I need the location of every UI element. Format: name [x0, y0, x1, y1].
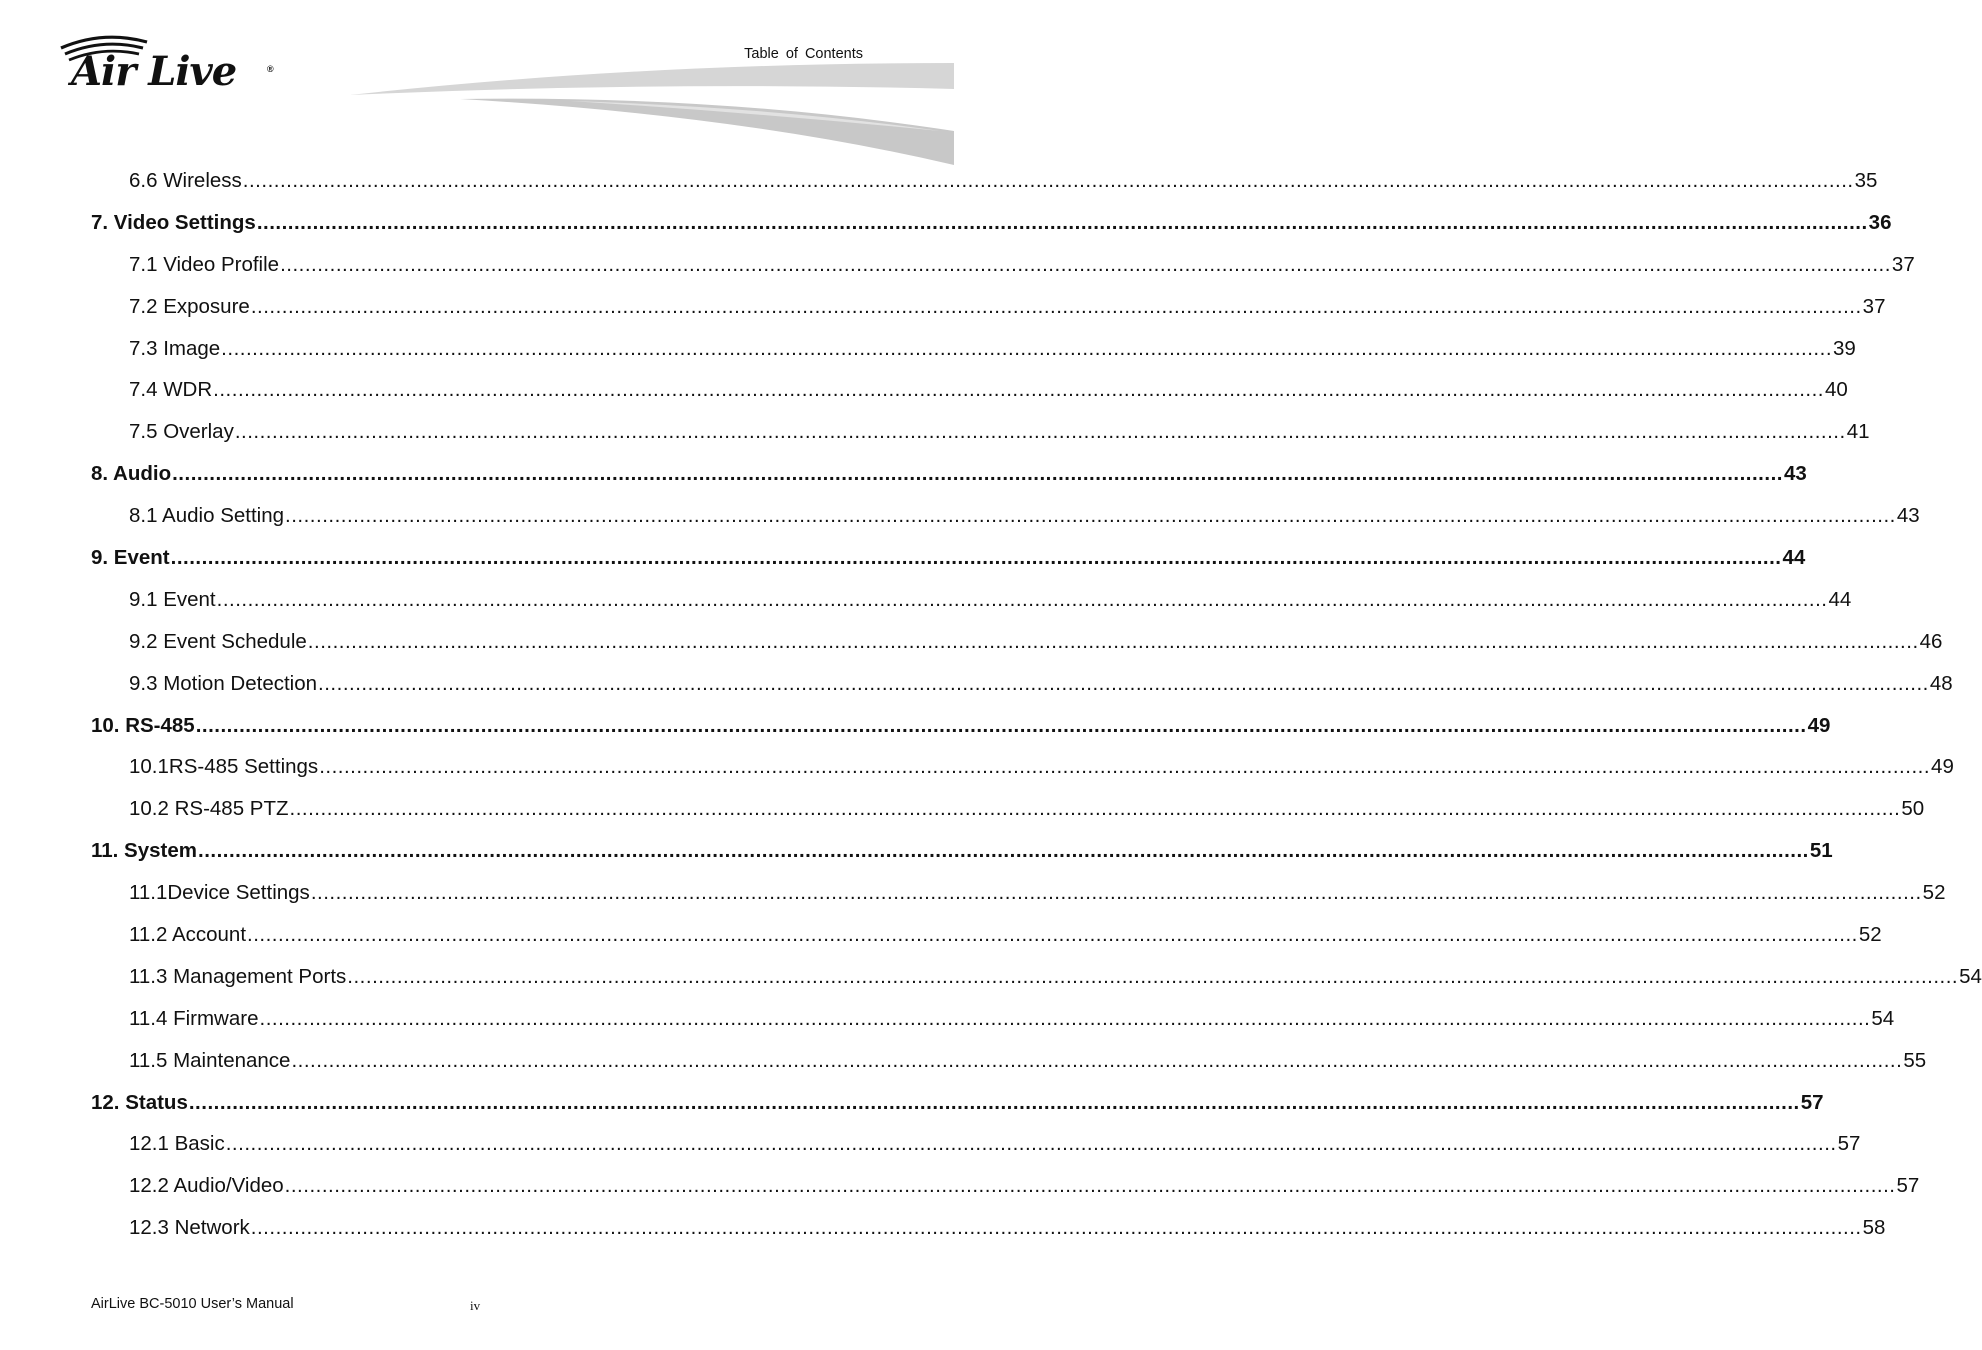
toc-section-entry[interactable] — [91, 369, 1848, 411]
header-swoosh-decoration — [340, 55, 954, 175]
toc-entry-page: 51 — [1809, 839, 1833, 863]
toc-entry-page: 50 — [1901, 797, 1925, 821]
toc-dot-leader: .................................................................................................................................................................................................................................................................... — [225, 1132, 1837, 1156]
toc-dot-leader: .................................................................................................................................................................................................................................................................... — [195, 713, 1807, 737]
toc-entry-title: 8. Audio — [91, 462, 172, 486]
toc-section-entry[interactable] — [91, 663, 1953, 705]
toc-entry-title: 11.5 Maintenance — [129, 1048, 291, 1072]
toc-dot-leader: .................................................................................................................................................................................................................................................................... — [318, 671, 1929, 695]
toc-entry-title: 7.4 WDR — [129, 378, 213, 402]
toc-entry-title: 12.2 Audio/Video — [129, 1174, 284, 1198]
toc-chapter-entry[interactable] — [91, 705, 1831, 747]
toc-dot-leader: .................................................................................................................................................................................................................................................................... — [234, 420, 1846, 444]
toc-dot-leader: .................................................................................................................................................................................................................................................................... — [259, 1006, 1871, 1030]
toc-dot-leader: .................................................................................................................................................................................................................................................................... — [347, 964, 1959, 988]
toc-dot-leader: .................................................................................................................................................................................................................................................................... — [213, 378, 1825, 402]
toc-dot-leader: .................................................................................................................................................................................................................................................................... — [319, 755, 1931, 779]
toc-dot-leader: .................................................................................................................................................................................................................................................................... — [289, 797, 1901, 821]
toc-entry-page: 49 — [1931, 755, 1954, 779]
toc-section-entry[interactable] — [91, 956, 1982, 998]
toc-dot-leader: .................................................................................................................................................................................................................................................................... — [188, 1090, 1800, 1114]
toc-entry-page: 52 — [1922, 881, 1946, 905]
toc-entry-title: 11.2 Account — [129, 923, 247, 947]
toc-dot-leader: .................................................................................................................................................................................................................................................................... — [250, 1216, 1862, 1240]
toc-section-entry[interactable] — [91, 160, 1878, 202]
toc-entry-page: 52 — [1858, 923, 1882, 947]
toc-dot-leader: .................................................................................................................................................................................................................................................................... — [285, 504, 1896, 528]
toc-dot-leader: .................................................................................................................................................................................................................................................................... — [170, 546, 1782, 570]
toc-entry-page: 46 — [1919, 629, 1943, 653]
toc-entry-title: 7.3 Image — [129, 336, 221, 360]
toc-dot-leader: .................................................................................................................................................................................................................................................................... — [310, 881, 1922, 905]
toc-entry-page: 44 — [1782, 546, 1806, 570]
toc-dot-leader: .................................................................................................................................................................................................................................................................... — [221, 336, 1833, 360]
toc-entry-page: 36 — [1868, 210, 1892, 234]
toc-section-entry[interactable] — [91, 495, 1920, 537]
toc-dot-leader: .................................................................................................................................................................................................................................................................... — [284, 1174, 1896, 1198]
toc-entry-page: 54 — [1871, 1006, 1895, 1030]
toc-entry-title: 9. Event — [91, 546, 170, 570]
section-label: Table of Contents — [744, 46, 863, 62]
toc-section-entry[interactable] — [91, 244, 1915, 286]
toc-section-entry[interactable] — [91, 411, 1870, 453]
toc-section-entry[interactable] — [91, 914, 1882, 956]
toc-entry-page: 48 — [1929, 671, 1953, 695]
toc-section-entry[interactable] — [91, 872, 1946, 914]
toc-entry-page: 57 — [1896, 1174, 1920, 1198]
toc-section-entry[interactable] — [91, 328, 1856, 370]
toc-entry-title: 10.1RS-485 Settings — [129, 755, 319, 779]
toc-section-entry[interactable] — [91, 746, 1954, 788]
toc-entry-page: 41 — [1846, 420, 1870, 444]
toc-section-entry[interactable] — [91, 1123, 1861, 1165]
toc-entry-title: 10. RS-485 — [91, 713, 195, 737]
toc-entry-page: 58 — [1862, 1216, 1886, 1240]
toc-entry-page: 49 — [1807, 713, 1831, 737]
toc-section-entry[interactable] — [91, 998, 1895, 1040]
toc-entry-title: 9.2 Event Schedule — [129, 629, 307, 653]
toc-entry-title: 12.3 Network — [129, 1216, 250, 1240]
toc-entry-page: 57 — [1837, 1132, 1861, 1156]
toc-section-entry[interactable] — [91, 579, 1852, 621]
footer-page-number: iv — [470, 1298, 481, 1313]
toc-section-entry[interactable] — [91, 621, 1943, 663]
registered-mark: ® — [267, 64, 274, 74]
toc-entry-title: 9.1 Event — [129, 587, 216, 611]
toc-entry-title: 7. Video Settings — [91, 210, 256, 234]
toc-entry-page: 40 — [1825, 378, 1848, 402]
toc-dot-leader: .................................................................................................................................................................................................................................................................... — [198, 839, 1809, 863]
toc-dot-leader: .................................................................................................................................................................................................................................................................... — [172, 462, 1783, 486]
toc-entry-page: 43 — [1783, 462, 1807, 486]
toc-dot-leader: .................................................................................................................................................................................................................................................................... — [250, 294, 1862, 318]
airlive-logo — [55, 34, 285, 100]
toc-entry-page: 39 — [1833, 336, 1856, 360]
toc-entry-title: 6.6 Wireless — [129, 169, 242, 192]
toc-dot-leader: .................................................................................................................................................................................................................................................................... — [216, 587, 1828, 611]
toc-chapter-entry[interactable] — [91, 537, 1806, 579]
toc-entry-title: 12. Status — [91, 1090, 188, 1114]
toc-entry-title: 11.3 Management Ports — [129, 964, 347, 988]
toc-entry-page: 35 — [1854, 169, 1878, 192]
toc-chapter-entry[interactable] — [91, 830, 1833, 872]
toc-dot-leader: .................................................................................................................................................................................................................................................................... — [280, 252, 1891, 276]
toc-entry-page: 37 — [1862, 294, 1886, 318]
toc-entry-title: 7.2 Exposure — [129, 294, 250, 318]
toc-entry-title: 11.4 Firmware — [129, 1006, 259, 1030]
toc-entry-page: 44 — [1828, 587, 1852, 611]
toc-entry-page: 43 — [1896, 504, 1920, 528]
toc-entry-page: 55 — [1903, 1048, 1927, 1072]
toc-section-entry[interactable] — [91, 1207, 1886, 1249]
toc-section-entry[interactable] — [91, 286, 1886, 328]
toc-dot-leader: .................................................................................................................................................................................................................................................................... — [247, 923, 1858, 947]
brand-wordmark: Air Live — [71, 48, 237, 95]
toc-section-entry[interactable] — [91, 1040, 1927, 1082]
toc-entry-title: 9.3 Motion Detection — [129, 671, 318, 695]
footer-manual-name: AirLive BC-5010 User’s Manual — [91, 1296, 294, 1312]
toc-dot-leader: .................................................................................................................................................................................................................................................................... — [291, 1048, 1903, 1072]
toc-entry-title: 11.1Device Settings — [129, 881, 310, 905]
toc-section-entry[interactable] — [91, 1165, 1920, 1207]
toc-chapter-entry[interactable] — [91, 453, 1807, 495]
toc-entry-title: 8.1 Audio Setting — [129, 504, 285, 528]
toc-section-entry[interactable] — [91, 788, 1925, 830]
toc-entry-title: 7.1 Video Profile — [129, 252, 280, 276]
toc-entry-title: 10.2 RS-485 PTZ — [129, 797, 289, 821]
toc-dot-leader: .................................................................................................................................................................................................................................................................... — [307, 629, 1919, 653]
toc-entry-title: 12.1 Basic — [129, 1132, 225, 1156]
toc-entry-page: 57 — [1800, 1090, 1824, 1114]
toc-entry-page: 37 — [1891, 252, 1915, 276]
table-of-contents — [91, 160, 1982, 1249]
toc-chapter-entry[interactable] — [91, 202, 1892, 244]
toc-entry-page: 54 — [1959, 964, 1982, 988]
toc-entry-title: 7.5 Overlay — [129, 420, 234, 444]
toc-chapter-entry[interactable] — [91, 1082, 1824, 1124]
toc-dot-leader: .................................................................................................................................................................................................................................................................... — [242, 169, 1854, 192]
toc-dot-leader: .................................................................................................................................................................................................................................................................... — [256, 210, 1868, 234]
toc-entry-title: 11. System — [91, 839, 197, 863]
